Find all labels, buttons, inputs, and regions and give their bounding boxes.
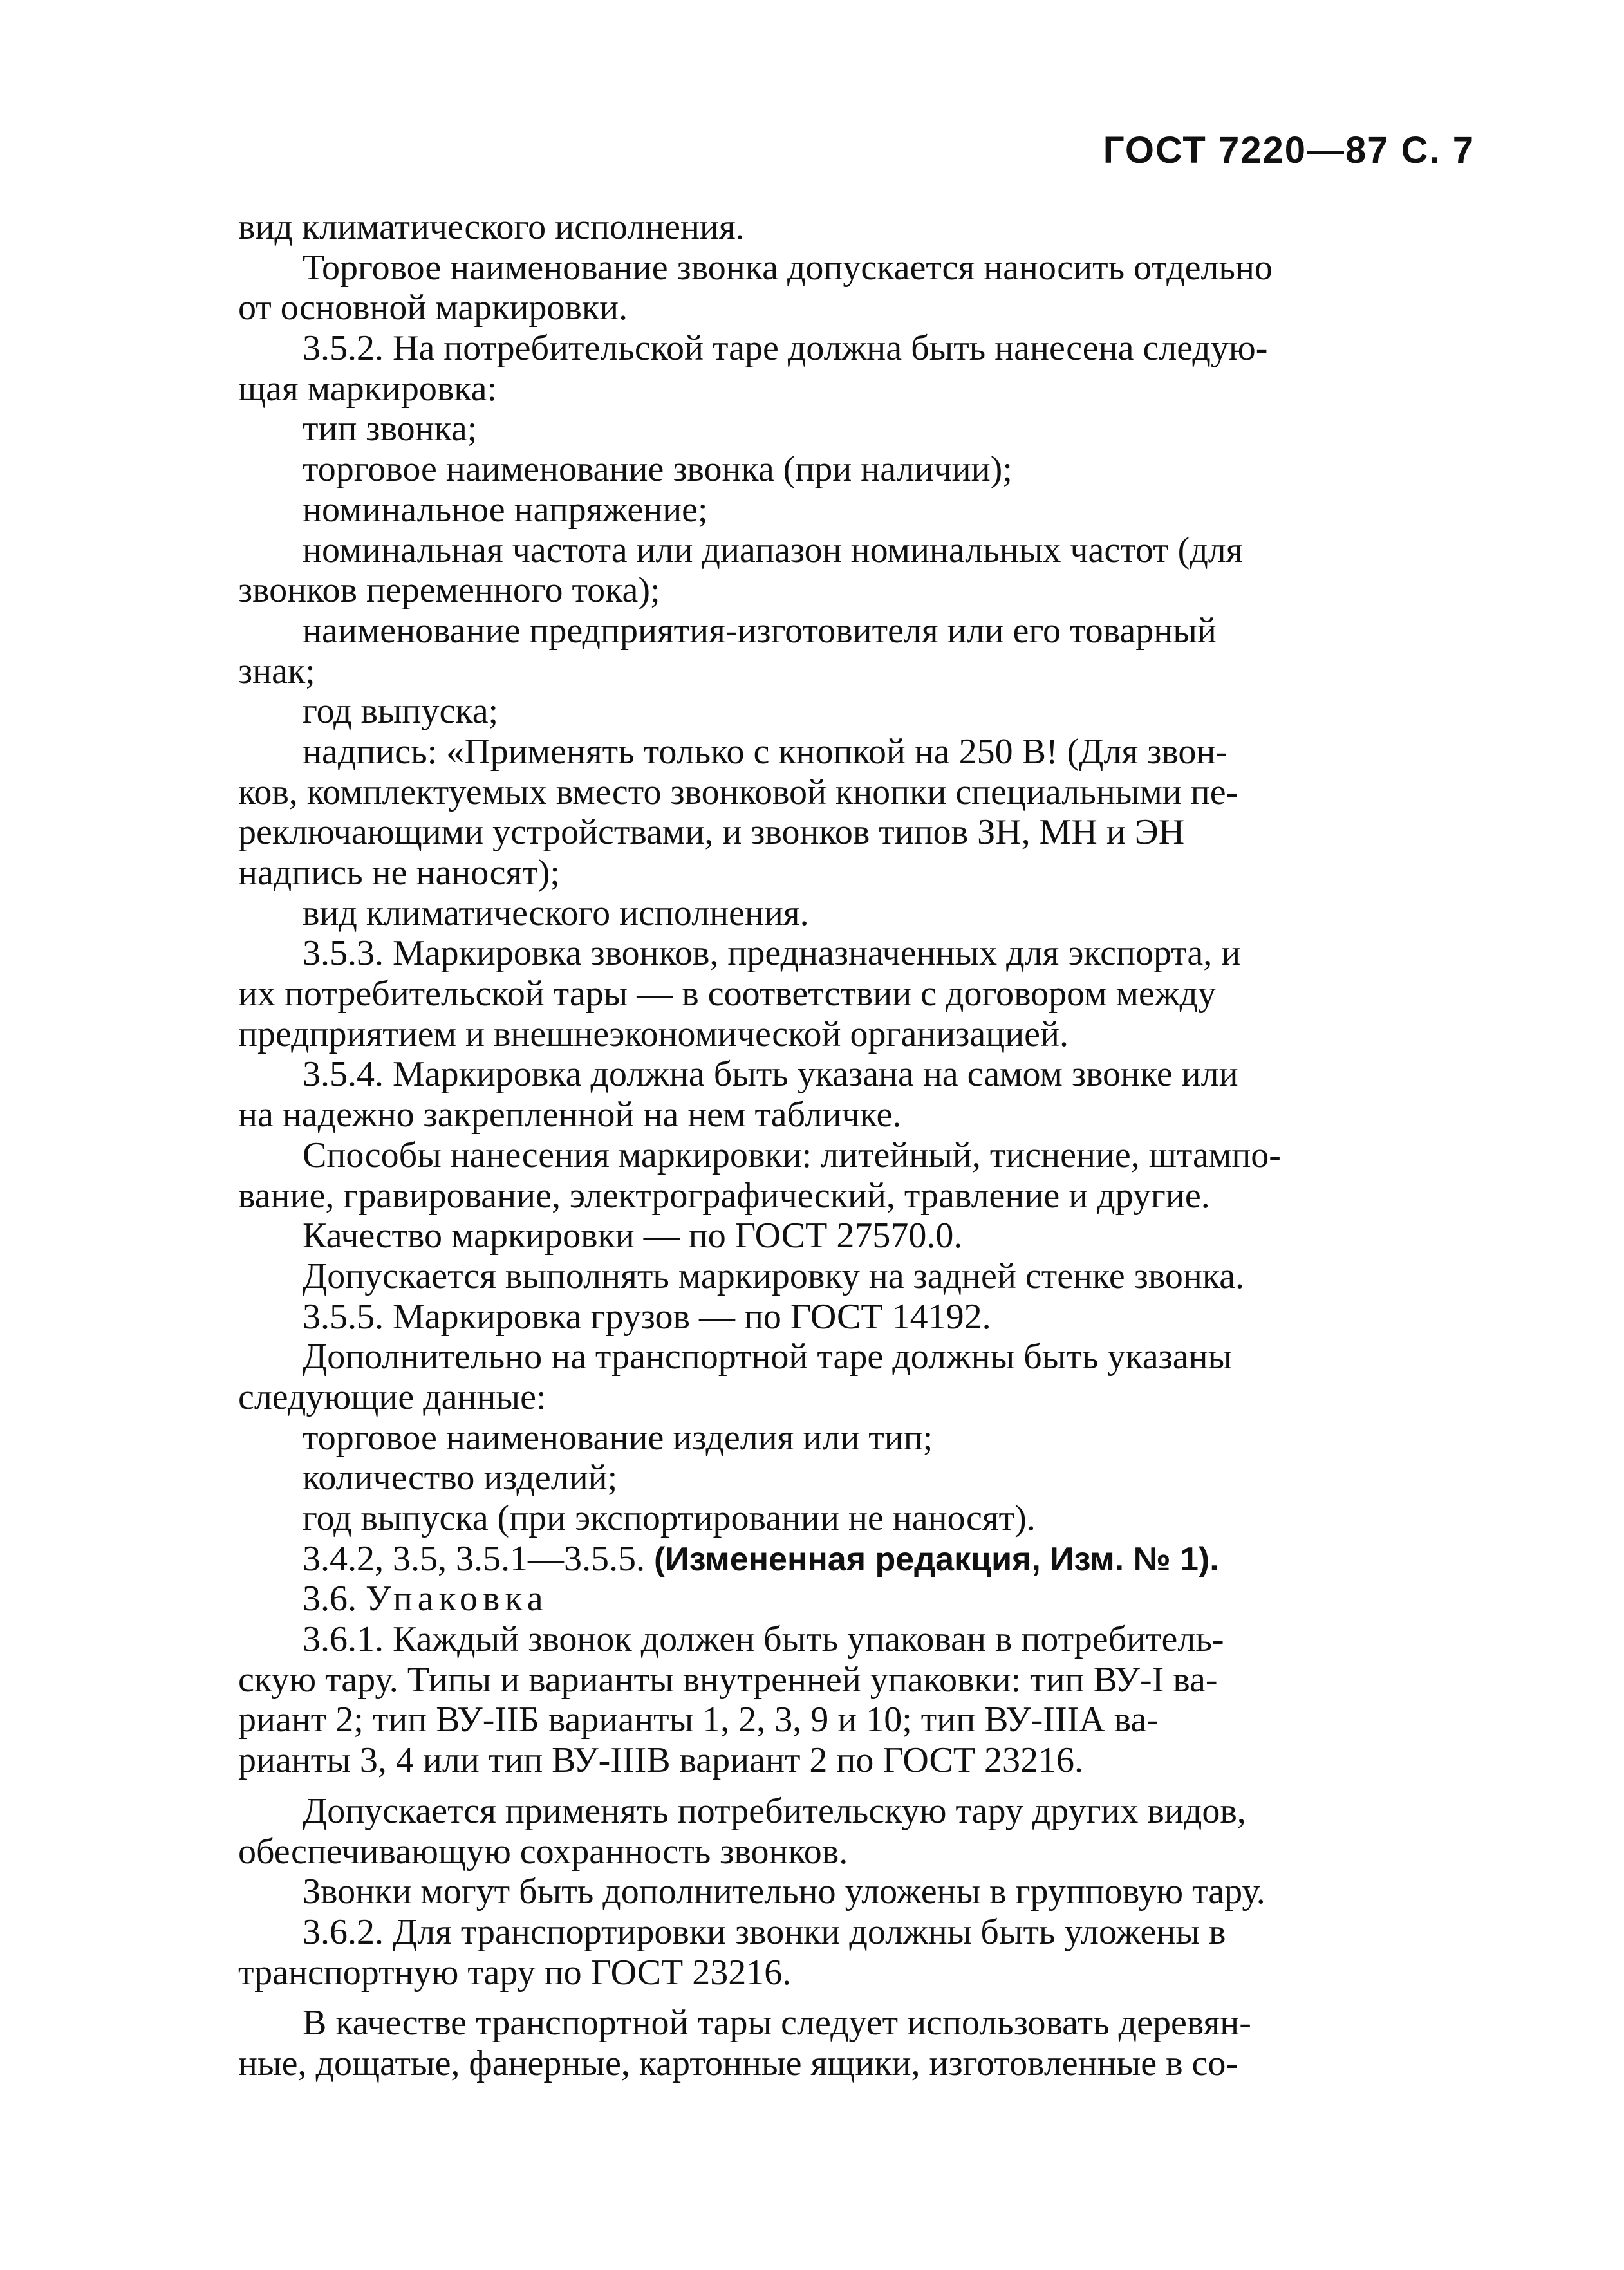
text-line — [238, 1054, 1475, 1095]
text-line — [238, 328, 1475, 369]
text-line-content: щая маркировка: — [238, 368, 498, 409]
text-line — [238, 1418, 1475, 1458]
text-line-content: наименование предприятия-изготовителя или его товарный — [303, 610, 1217, 651]
text-line — [238, 1014, 1475, 1055]
text-line-content: количество изделий; — [303, 1458, 618, 1498]
text-line-content: тип звонка; — [303, 409, 478, 449]
text-line — [238, 1337, 1475, 1377]
text-line-content: на надежно закрепленной на нем табличке. — [238, 1095, 902, 1135]
text-line — [238, 1135, 1475, 1176]
text-line — [238, 974, 1475, 1014]
text-line — [238, 853, 1475, 893]
text-line-content: риант 2; тип ВУ-IIБ варианты 1, 2, 3, 9 и 10; тип ВУ-IIIА ва- — [238, 1700, 1159, 1740]
text-line — [238, 1297, 1475, 1337]
text-line-content: вид климатического исполнения. — [303, 893, 809, 933]
text-line — [238, 1912, 1475, 1953]
text-line-content: звонков переменного тока); — [238, 570, 660, 611]
amendment-note: (Измененная редакция, Изм. № 1). — [654, 1540, 1219, 1578]
text-line-content: 3.6.1. Каждый звонок должен быть упакован в потребитель- — [303, 1619, 1224, 1660]
text-line-content: Дополнительно на транспортной таре должны быть указаны — [303, 1337, 1233, 1377]
document-body — [238, 207, 1475, 2084]
text-line — [238, 1619, 1475, 1660]
text-line — [238, 1095, 1475, 1135]
text-line-content: номинальное напряжение; — [303, 489, 708, 530]
text-line — [238, 691, 1475, 732]
text-line — [238, 207, 1475, 248]
text-line-content: обеспечивающую сохранность звонков. — [238, 1831, 848, 1872]
text-line — [238, 732, 1475, 772]
text-line-content: торговое наименование изделия или тип; — [303, 1417, 933, 1458]
section-heading: Упаковка — [366, 1579, 548, 1619]
text-line-content: год выпуска (при экспортировании не наносят). — [303, 1498, 1036, 1538]
text-line-content: 3.5.3. Маркировка звонков, предназначенных для экспорта, и — [303, 933, 1241, 974]
text-line-content: Торговое наименование звонка допускается наносить отдельно — [303, 247, 1273, 288]
text-line-content: 3.5.5. Маркировка грузов — по ГОСТ 14192. — [303, 1296, 991, 1337]
text-line-content: В качестве транспортной тары следует использовать деревян- — [303, 2003, 1251, 2043]
text-line-content: вид климатического исполнения. — [238, 207, 745, 247]
text-line — [238, 1216, 1475, 1256]
text-line-content: 3.5.4. Маркировка должна быть указана на самом звонке или — [303, 1054, 1238, 1095]
text-line — [238, 812, 1475, 853]
text-line — [238, 1791, 1475, 1832]
text-line-content: Качество маркировки — по ГОСТ 27570.0. — [303, 1216, 963, 1256]
text-line — [238, 1872, 1475, 1912]
text-line-content: вание, гравирование, электрографический, травление и другие. — [238, 1175, 1210, 1216]
text-line-content: транспортную тару по ГОСТ 23216. — [238, 1952, 792, 1993]
text-line — [238, 288, 1475, 328]
text-line — [238, 933, 1475, 974]
text-line — [238, 2043, 1475, 2084]
text-line-content: знак; — [238, 651, 315, 691]
text-line — [238, 1498, 1475, 1539]
text-line — [238, 530, 1475, 571]
text-line-content: их потребительской тары — в соответствии с договором между — [238, 974, 1216, 1014]
text-line-content: Допускается применять потребительскую тару других видов, — [303, 1791, 1246, 1831]
text-line — [238, 248, 1475, 288]
text-line-content: торговое наименование звонка (при наличии); — [303, 449, 1013, 490]
text-line-content: ков, комплектуемых вместо звонковой кнопки специальными пе- — [238, 772, 1238, 812]
text-line-content: реключающими устройствами, и звонков типов ЗН, МН и ЭН — [238, 812, 1185, 853]
text-line-content: от основной маркировки. — [238, 288, 628, 328]
text-line-content: рианты 3, 4 или тип ВУ-IIIВ вариант 2 по ГОСТ 23216. — [238, 1740, 1084, 1781]
text-line-content: предприятием и внешнеэкономической организацией. — [238, 1014, 1069, 1054]
text-line-content: следующие данные: — [238, 1377, 546, 1417]
text-line — [238, 570, 1475, 611]
text-line-content: год выпуска; — [303, 691, 499, 732]
text-line — [238, 369, 1475, 409]
text-line-content: 3.5.2. На потребительской таре должна быть нанесена следую- — [303, 328, 1268, 369]
text-line — [238, 1176, 1475, 1216]
text-line — [238, 1740, 1475, 1781]
text-line — [238, 409, 1475, 449]
text-line — [238, 1700, 1475, 1740]
text-line-content: 3.4.2, 3.5, 3.5.1—3.5.5. — [303, 1538, 654, 1579]
text-line-content: Способы нанесения маркировки: литейный, тиснение, штампо- — [303, 1135, 1281, 1175]
text-line — [238, 490, 1475, 530]
text-line — [238, 772, 1475, 813]
text-line-content: скую тару. Типы и варианты внутренней упаковки: тип ВУ-I ва- — [238, 1659, 1218, 1700]
text-line — [238, 1953, 1475, 1993]
text-line — [238, 2003, 1475, 2043]
text-line-content: ные, дощатые, фанерные, картонные ящики, изготовленные в со- — [238, 2043, 1238, 2083]
text-line-content: 3.6. — [303, 1579, 366, 1619]
text-line — [238, 1660, 1475, 1700]
text-line — [238, 611, 1475, 651]
text-line — [238, 1539, 1475, 1579]
text-line-content: Допускается выполнять маркировку на задней стенке звонка. — [303, 1256, 1245, 1296]
text-line — [238, 651, 1475, 692]
text-line — [238, 449, 1475, 490]
text-line — [238, 1458, 1475, 1498]
text-line — [238, 1579, 1475, 1619]
text-line — [238, 1832, 1475, 1872]
text-line-content: надпись: «Применять только с кнопкой на 250 В! (Для звон- — [303, 731, 1227, 772]
text-line-content: 3.6.2. Для транспортировки звонки должны быть уложены в — [303, 1912, 1226, 1952]
text-line-content: номинальная частота или диапазон номинальных частот (для — [303, 530, 1243, 570]
text-line-content: надпись не наносят); — [238, 853, 560, 893]
text-line — [238, 893, 1475, 934]
text-line-content: Звонки могут быть дополнительно уложены в групповую тару. — [303, 1872, 1265, 1912]
page-header: ГОСТ 7220—87 С. 7 — [1103, 129, 1475, 171]
text-line — [238, 1377, 1475, 1418]
text-line — [238, 1256, 1475, 1297]
